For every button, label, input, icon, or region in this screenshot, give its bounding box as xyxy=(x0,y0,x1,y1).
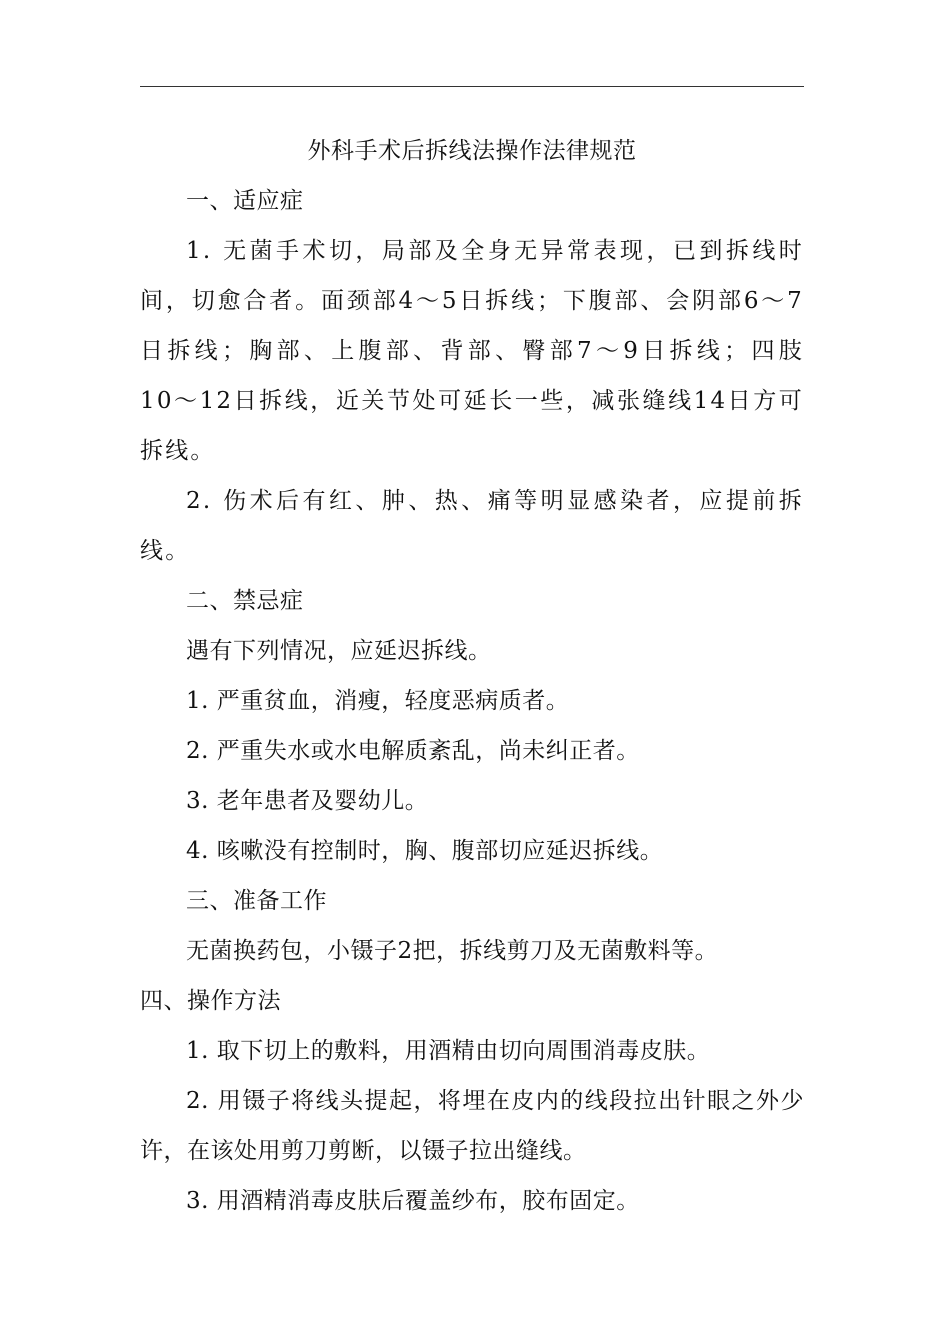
procedure-step-3: 3. 用酒精消毒皮肤后覆盖纱布，胶布固定。 xyxy=(186,1188,640,1214)
section-heading-indications: 一、适应症 xyxy=(186,188,304,214)
procedure-step-2: 2. 用镊子将线头提起，将埋在皮内的线段拉出针眼之外少许，在该处用剪刀剪断，以镊子拉出缝线。 xyxy=(140,1088,804,1164)
header-divider xyxy=(140,86,804,87)
indication-item-1: 1. 无菌手术切，局部及全身无异常表现，已到拆线时间，切愈合者。面颈部4〜5日拆线；下腹部、会阴部6〜7日拆线；胸部、上腹部、背部、臀部7〜9日拆线；四肢10〜12日拆线，近关节处可延长一些，减张缝线14日方可拆线。 xyxy=(140,238,804,464)
contraindication-item-2: 2. 严重失水或水电解质紊乱，尚未纠正者。 xyxy=(186,738,640,764)
document-body xyxy=(140,126,804,1226)
procedure-step-1: 1. 取下切上的敷料，用酒精由切向周围消毒皮肤。 xyxy=(186,1038,711,1064)
section-heading-procedure: 四、操作方法 xyxy=(140,988,281,1014)
section-heading-contraindications: 二、禁忌症 xyxy=(186,588,304,614)
contraindication-intro: 遇有下列情况，应延迟拆线。 xyxy=(186,638,492,664)
preparation-text: 无菌换药包，小镊子2把，拆线剪刀及无菌敷料等。 xyxy=(186,938,719,964)
section-heading-preparation: 三、准备工作 xyxy=(186,888,327,914)
document-title: 外科手术后拆线法操作法律规范 xyxy=(307,138,637,164)
indication-item-2: 2. 伤术后有红、肿、热、痛等明显感染者，应提前拆线。 xyxy=(140,488,804,564)
contraindication-item-3: 3. 老年患者及婴幼儿。 xyxy=(186,788,429,814)
contraindication-item-4: 4. 咳嗽没有控制时，胸、腹部切应延迟拆线。 xyxy=(186,838,664,864)
contraindication-item-1: 1. 严重贫血，消瘦，轻度恶病质者。 xyxy=(186,688,570,714)
